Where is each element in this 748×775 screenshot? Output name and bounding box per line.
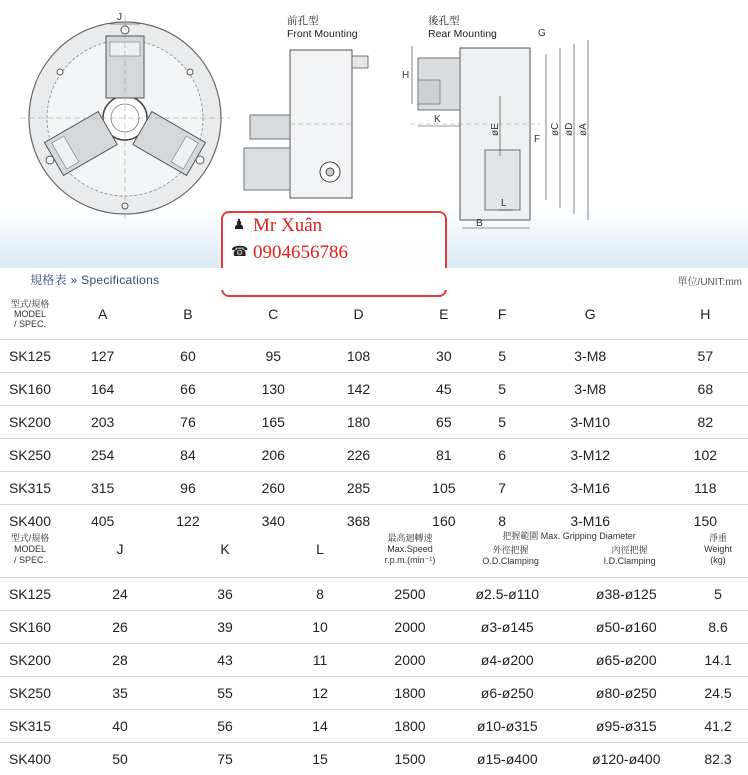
value-cell: 84 [180, 446, 196, 463]
value-cell: 15 [312, 750, 328, 767]
value-cell: 315 [90, 479, 115, 496]
value-cell: 206 [261, 446, 285, 463]
performance-table [0, 522, 748, 775]
value-cell: 30 [436, 347, 452, 364]
col-l-header: L [316, 541, 324, 558]
value-cell: 108 [346, 347, 371, 364]
weight-header [688, 522, 748, 577]
dim-l-label: L [501, 198, 507, 209]
model-cell: SK200 [8, 651, 52, 668]
dim-d-label: øD [564, 122, 575, 136]
od-header-en: O.D.Clamping [482, 556, 539, 567]
value-cell: 127 [90, 347, 115, 364]
value-cell: 164 [90, 380, 115, 397]
rear-mounting-en: Rear Mounting [428, 28, 497, 40]
col-j-header: J [116, 541, 124, 558]
value-cell: ø10-ø315 [476, 717, 538, 734]
value-cell: 3-M8 [574, 347, 607, 364]
dim-c-label: øC [550, 122, 561, 136]
model-cell: SK250 [8, 446, 52, 463]
value-cell: 10 [312, 618, 328, 635]
value-cell: 24.5 [704, 684, 732, 701]
value-cell: 12 [312, 684, 328, 701]
value-cell: 2500 [394, 585, 426, 602]
value-cell: 40 [112, 717, 128, 734]
performance-row [0, 577, 748, 610]
grip-header [450, 522, 688, 577]
value-cell: ø15-ø400 [476, 750, 538, 767]
value-cell: 43 [217, 651, 233, 668]
model-cell: SK125 [8, 347, 52, 364]
dim-j-label: J [117, 12, 122, 23]
value-cell: 130 [261, 380, 285, 397]
front-mounting-cn: 前孔型 [287, 15, 319, 27]
front-mounting-en: Front Mounting [287, 28, 358, 40]
col-d-header: D [353, 306, 364, 323]
model-cell: SK250 [8, 684, 52, 701]
value-cell: 14.1 [704, 651, 732, 668]
dim-a-label: øA [578, 123, 589, 136]
value-cell: 60 [180, 347, 196, 364]
value-cell: 340 [261, 512, 285, 529]
od-header [482, 545, 539, 567]
value-cell: 203 [90, 413, 115, 430]
contact-phone-row [231, 242, 348, 264]
value-cell: 75 [217, 750, 233, 767]
dimensions-row [0, 438, 748, 471]
value-cell: 76 [180, 413, 196, 430]
value-cell: 26 [112, 618, 128, 635]
model-header-2-en: MODEL [13, 543, 46, 554]
value-cell: 41.2 [704, 717, 732, 734]
value-cell: 56 [217, 717, 233, 734]
speed-header-unit: r.p.m.(min⁻¹) [384, 554, 436, 565]
value-cell: 95 [265, 347, 282, 364]
performance-row [0, 709, 748, 742]
value-cell: ø80-ø250 [595, 684, 657, 701]
value-cell: 66 [180, 380, 196, 397]
dimensions-table [0, 290, 748, 537]
value-cell: ø120-ø400 [592, 750, 661, 767]
performance-row [0, 676, 748, 709]
col-k-header: K [220, 541, 230, 558]
value-cell: 50 [112, 750, 128, 767]
col-h-header: H [700, 306, 711, 323]
front-mounting-view [244, 14, 368, 198]
id-header-en: I.D.Clamping [603, 556, 656, 567]
contact-phone[interactable]: 0904656786 [253, 242, 348, 263]
id-header-cn: 內徑把握 [611, 545, 648, 556]
col-a-header: A [97, 306, 108, 323]
dimensions-row [0, 405, 748, 438]
value-cell: 165 [261, 413, 285, 430]
value-cell: ø65-ø200 [595, 651, 657, 668]
unit-label: 單位/UNIT:mm [677, 277, 742, 288]
contact-name-row [231, 215, 322, 237]
model-cell: SK315 [8, 717, 52, 734]
value-cell: ø95-ø315 [595, 717, 657, 734]
value-cell: 5 [498, 380, 507, 397]
specifications-title: 規格表 » Specifications [30, 273, 160, 287]
value-cell: 8 [316, 585, 324, 602]
value-cell: 254 [90, 446, 115, 463]
value-cell: ø38-ø125 [595, 585, 657, 602]
value-cell: 1500 [394, 750, 426, 767]
value-cell: 285 [346, 479, 371, 496]
value-cell: 24 [112, 585, 128, 602]
value-cell: 35 [112, 684, 128, 701]
value-cell: ø6-ø250 [480, 684, 534, 701]
value-cell: 3-M8 [574, 380, 607, 397]
value-cell: ø4-ø200 [480, 651, 534, 668]
value-cell: 55 [217, 684, 233, 701]
value-cell: 6 [498, 446, 507, 463]
value-cell: 96 [180, 479, 196, 496]
model-cell: SK400 [8, 750, 52, 767]
value-cell: 105 [432, 479, 456, 496]
model-header-2-spec: / SPEC. [13, 554, 46, 565]
value-cell: ø50-ø160 [595, 618, 657, 635]
model-cell: SK200 [8, 413, 52, 430]
value-cell: 2000 [394, 618, 426, 635]
model-header-cn: 型式/規格 [10, 299, 50, 310]
value-cell: 68 [697, 380, 714, 397]
dim-b-label: B [476, 218, 483, 229]
od-header-cn: 外徑把握 [492, 545, 529, 556]
person-icon: ♟ [232, 218, 246, 233]
value-cell: 81 [436, 446, 452, 463]
dimensions-header-row [0, 290, 748, 339]
performance-row [0, 643, 748, 676]
value-cell: 226 [346, 446, 371, 463]
dim-k-label: K [434, 114, 441, 125]
value-cell: 45 [436, 380, 452, 397]
speed-header-cn: 最高迴轉速 [387, 532, 433, 543]
value-cell: 3-M16 [570, 512, 611, 529]
value-cell: 2000 [394, 651, 426, 668]
value-cell: 5 [498, 347, 507, 364]
dim-h-label: H [402, 70, 410, 81]
value-cell: 405 [90, 512, 115, 529]
value-cell: 28 [112, 651, 128, 668]
col-f-header: F [497, 306, 507, 323]
dim-f-label: F [534, 134, 541, 145]
value-cell: 1800 [394, 717, 426, 734]
contact-name: Mr Xuân [253, 215, 323, 236]
dim-e-label: øE [490, 123, 501, 136]
speed-header-en: Max.Speed [387, 543, 433, 554]
value-cell: 5 [498, 413, 507, 430]
model-header-spec: / SPEC. [13, 319, 46, 330]
value-cell: 5 [714, 585, 722, 602]
model-header-en: MODEL [13, 309, 46, 320]
value-cell: 14 [312, 717, 328, 734]
value-cell: 82.3 [704, 750, 732, 767]
grip-subheaders [450, 545, 688, 567]
value-cell: 150 [693, 512, 718, 529]
value-cell: 160 [432, 512, 456, 529]
performance-header-row [0, 522, 748, 577]
value-cell: 1800 [394, 684, 426, 701]
value-cell: 65 [436, 413, 452, 430]
id-header [604, 545, 656, 567]
value-cell: 368 [346, 512, 371, 529]
dim-g-label: G [538, 28, 546, 39]
model-cell: SK125 [8, 585, 52, 602]
col-g-header: G [584, 306, 596, 323]
rear-mounting-cn: 後孔型 [428, 15, 460, 27]
performance-row [0, 610, 748, 643]
value-cell: 39 [217, 618, 233, 635]
chuck-front-view [20, 12, 230, 220]
rear-mounting-view [402, 14, 589, 229]
grip-header-title: 把握範圍 Max. Gripping Diameter [502, 531, 636, 542]
model-cell: SK160 [8, 380, 52, 397]
model-cell: SK400 [8, 512, 52, 529]
model-cell: SK160 [8, 618, 52, 635]
specifications-header [0, 268, 748, 290]
speed-header [370, 522, 450, 577]
value-cell: 8.6 [708, 618, 728, 635]
model-header-2 [0, 522, 60, 577]
weight-header-en: Weight [704, 543, 732, 554]
model-cell: SK315 [8, 479, 52, 496]
weight-header-cn: 淨重 [708, 532, 727, 543]
col-e-header: E [439, 306, 449, 323]
dimensions-row [0, 471, 748, 504]
dimensions-row [0, 339, 748, 372]
value-cell: 82 [697, 413, 714, 430]
value-cell: 8 [498, 512, 507, 529]
weight-header-unit: (kg) [710, 554, 726, 565]
performance-row [0, 742, 748, 775]
value-cell: 260 [261, 479, 285, 496]
phone-icon: ☎ [231, 245, 249, 260]
value-cell: 122 [176, 512, 200, 529]
value-cell: 3-M12 [570, 446, 611, 463]
model-header-2-cn: 型式/規格 [10, 532, 50, 543]
value-cell: 180 [346, 413, 371, 430]
col-c-header: C [268, 306, 279, 323]
value-cell: 11 [312, 651, 328, 668]
value-cell: 102 [693, 446, 718, 463]
value-cell: 3-M10 [570, 413, 611, 430]
value-cell: 118 [694, 479, 717, 496]
model-header [0, 290, 60, 339]
value-cell: ø2.5-ø110 [475, 585, 540, 602]
value-cell: 142 [346, 380, 371, 397]
value-cell: 3-M16 [570, 479, 611, 496]
dimensions-row [0, 372, 748, 405]
value-cell: 36 [217, 585, 233, 602]
value-cell: 7 [498, 479, 507, 496]
col-b-header: B [183, 306, 193, 323]
value-cell: 57 [697, 347, 714, 364]
value-cell: ø3-ø145 [480, 618, 534, 635]
